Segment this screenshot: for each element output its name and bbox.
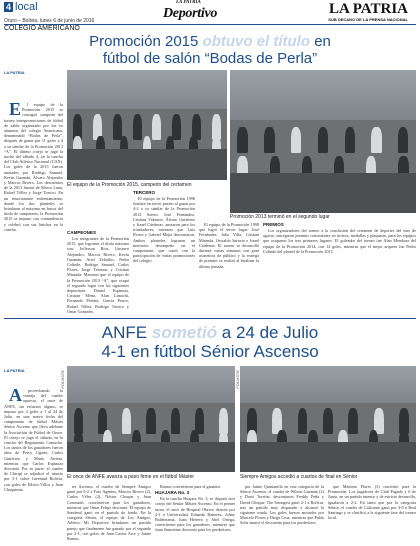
article1-kicker: LA PATRIA [4,70,25,75]
article1-subhead-tercero: TERCERO [133,190,156,195]
article2-headline-b: a 24 de Julio [221,323,319,342]
article2-headline [0,323,420,342]
article1-drop-cap: E [9,102,22,119]
article2-caption-right: Siempre Amigos accedió a cuartos de final en Sénior [240,474,358,480]
article1-headline-b: en [314,33,331,50]
article2-headline-line2: 4-1 en fútbol Sénior Ascenso [101,342,319,361]
article1-column-3 [133,190,195,314]
article1-headline-highlight: obtuvo el título [202,33,311,50]
article1-column-4 [199,222,259,314]
article1-caption-left: El equipo de la Promoción 2015, campeón del certamen [67,182,192,188]
article1-section-label: COLEGIO AMERICANO [4,25,80,32]
article1-col4-text: El equipo de la Promoción 1998 que logró el tercer lugar: José Fernández, Julio Villa, Cristian Miranda, Oswaldo Saravia e Israel Cárdenas. El torneo se desarrolló durante varias semanas con gran asistencia de público y la entrega de premios se realizó al finalizar la última jornada. [199,222,259,269]
article-divider [4,318,416,319]
newspaper-tagline: SUB DECANO DE LA PRENSA NACIONAL [328,17,408,22]
article2-subhead-huajara: HUAJARA No. 3 [155,490,190,496]
article2-photo-credit-right: FOLHATE [235,370,240,389]
article2-column-1 [4,388,63,542]
supplement-masthead: Deportivo [163,6,218,21]
section-name: local [15,1,38,13]
article1-headline-a: Promoción 2015 [89,33,199,50]
article2-col2-text: ter Ascenso, el cuadro de Siempre Amigos ganó por 6-2 a Foto Agentes, Marcos Rivero (2), Carlos Vélez (2), Néstor Choque y Juan Coronado, convirtieron para los ganadores, mientras que Omar Felipe descontó. El equipo de Sonderal ganó en el partido de fondo. En la categoría Sénior, el equipo de Los Amigos, Atlético Mi Deportivo brindaron un partido parejo que finalmente fue ganado por el segundo por 2-1, con goles de Juan Carlos Arce y Jaime Ramos. [67,484,151,542]
article2-drop-cap: A [9,388,22,405]
article2-col1-text: provechando la ventaja del cuadro opuesto, el once de ANFE, sin esfuerzo alguno, se impuso por 4 goles a 1 al 24 de Julio, en una nueva fecha del campeonato de fútbol Máster Sénior Ascenso que lleva adelante la Asociación de Fútbol de Oruro. El cotejo se jugó el sábado, en la cancha del Regimiento Camacho. Los tantos de los ganadores fueron obra de Percy Ugarte, Carlos Gutiérrez y Mario Arrieta, mientras que Carlos Espinoza descontó. Por su parte, el cuadro de Chiripí se adjudicó el triunfo por 3-1 sobre Juventud Bolivia, con goles de Edwin Villca y Juan Chuquimia. [4,388,63,492]
article1-col3-text: El equipo de la Promoción 1998 finalizó en tercer puesto al ganar por 4-2 a su similar de la Promoción 2012 Sorteo. José Fernández, Cristian Vidaurre, Álvaro Gutiérrez y Israel Cárdenas, anotaron para los triunfadores, mientras que Luis Flores y Gabriel Mejía descontaron. Ambos planteles lograron un meritorio desempeño en el campeonato, que contó con la participación de varias promociones del colegio. [133,196,195,264]
article1-headline [0,33,420,50]
dateline: Oruro – Bolivia, lunes 6 de junio de 2016 [4,18,95,24]
page-number: 4 [5,2,11,12]
article2-photo-right [240,366,416,472]
article1-column-5 [263,222,416,314]
article2-col3-text: Ramos convirtieron para el ganador. [160,484,221,489]
article1-column-1 [4,102,63,314]
article2-column-3 [155,484,235,544]
article1-col1-text: l equipo de la Promoción 2015 se consagró campeón del torneo interpromociones de fútbol de salón organizado por los ex alumnos del colegio Americano, denominado “Bodas de Perla”, después de ganar por 11 goles a 4 a su similar de la Promoción 2013 “A”. El último cotejo se jugó la noche del sábado 4, en la cancha del Club Atlético Nacional (CAN). Los goles de la 2015 fueron anotados por Rodrigo Samuel, Kevin Guzmán, Álvaro Alejandro y Marcos Rivero. Los descuentos de la 2013 fueron de Marco Luna, Rafael Téllez y Jorge Torrico. En un emocionante enfrentamiento, donde los dos planteles se brindaron al máximo en busca del título de campeones, la Promoción 2015 se impuso con contundencia y celebró con sus hinchas en la cancha. [4,102,63,232]
article1-headline-line2: fútbol de salón “Bodas de Perla” [102,50,318,67]
article1-photo-right [230,70,416,213]
newspaper-logo: LA PATRIA [328,1,408,17]
article2-photo-left [67,366,235,472]
article1-subhead-premios: PREMIOS [263,222,284,227]
article2-kicker: LA PATRIA [4,368,25,373]
article2-headline-a: ANFE [101,323,148,342]
article1-photo-left [67,70,227,180]
supplement-masthead-top: LA PATRIA [176,0,201,5]
article2-col3b-text: En la cancha Huajara No. 3, se disputó otro cotejo del Sénior Máster Ascenso. En el primer turno, el once de Hospital Obrero derrotó por 4-1 a Universidad, Eduardo Ramírez, Johny Balderrama, Juan Herrera y Abel Ortega, convirtieron para los ganadores, mientras que Juan Sarmiento descontó para los perdedores. [155,496,235,533]
article2-column-5 [328,484,416,544]
article2-column-2 [67,484,151,544]
article2-photo-credit-left: FOLHATE [60,370,65,389]
article2-column-4 [240,484,324,544]
article1-subhead-campeones: CAMPEONES [67,230,97,235]
article2-caption-left: El once de ANFE avanza a paso firme en el fútbol Máster [67,474,195,480]
article2-col4-text: por Jaime Quintanilla en esta categoría de la Sénior Ascenso, el cuadro de Wilson Guzmán (2) y Doris Turrión, descontaron Freddy Peña y David Choque. The Strongest ganó 2-1 a Bolívar, tras un partido muy disputado y alcanzó la siguiente ronda. Los goles fueron anotados por Marcelo Flores y Diego Cruz, mientras que Pablo Soliz marcó el descuento para los perdedores. [240,484,324,526]
article1-column-2 [67,230,129,314]
article2-col5-text: que Máximo Flores (3) convirtió para la Promoción. Los jugadores de Club Pagado y 6 de Junio, en un partido intenso y de estricto desarrollo, igualaron a 2-2. En tanto que por la categoría Sénior, el cuadro de Calicanto ganó por 3-0 a Real Santiago y se clasificó a la siguiente fase del torneo local. [328,484,416,521]
article1-col5-text: Los organizadores del torneo a la conclusión del certamen de deportes del mes de agosto, entregaron premios consistentes en trofeos, medallas y plaquetas, para los equipos que ocuparon los tres primeros lugares. El goleador del torneo fue Alan Mendoza del equipo de la Promoción 2014, con 14 goles, mientras que el mejor arquero fue Pedro Colinde del plantel de la Promoción 2015. [263,228,416,254]
article1-col2-text: Los integrantes de la Promoción 2015, que lograron el título máximo son: Jefferson Ríos, Gustavo Alejandro, Marcos Rivero, Kevin Guzmán, Ariel Zeballos, Pedro Colinde, Rodrigo Samuel, Carlos Flores, Jorge Terrazas y Cristian Miranda. Mientras que el equipo de la Promoción 2013 “A”, que ocupó el segundo lugar con los siguientes deportistas: Daniel Espinoza, Cristian Mena, Alan Limachi, Fernando Pereira, García Ponce, Rafael Téllez, Rodrigo Torrico y Omar Gonzales. [67,236,129,314]
article1-caption-right: Promoción 2013 terminó en el segundo lugar [230,214,330,220]
article2-headline-highlight: sometió [151,323,218,342]
